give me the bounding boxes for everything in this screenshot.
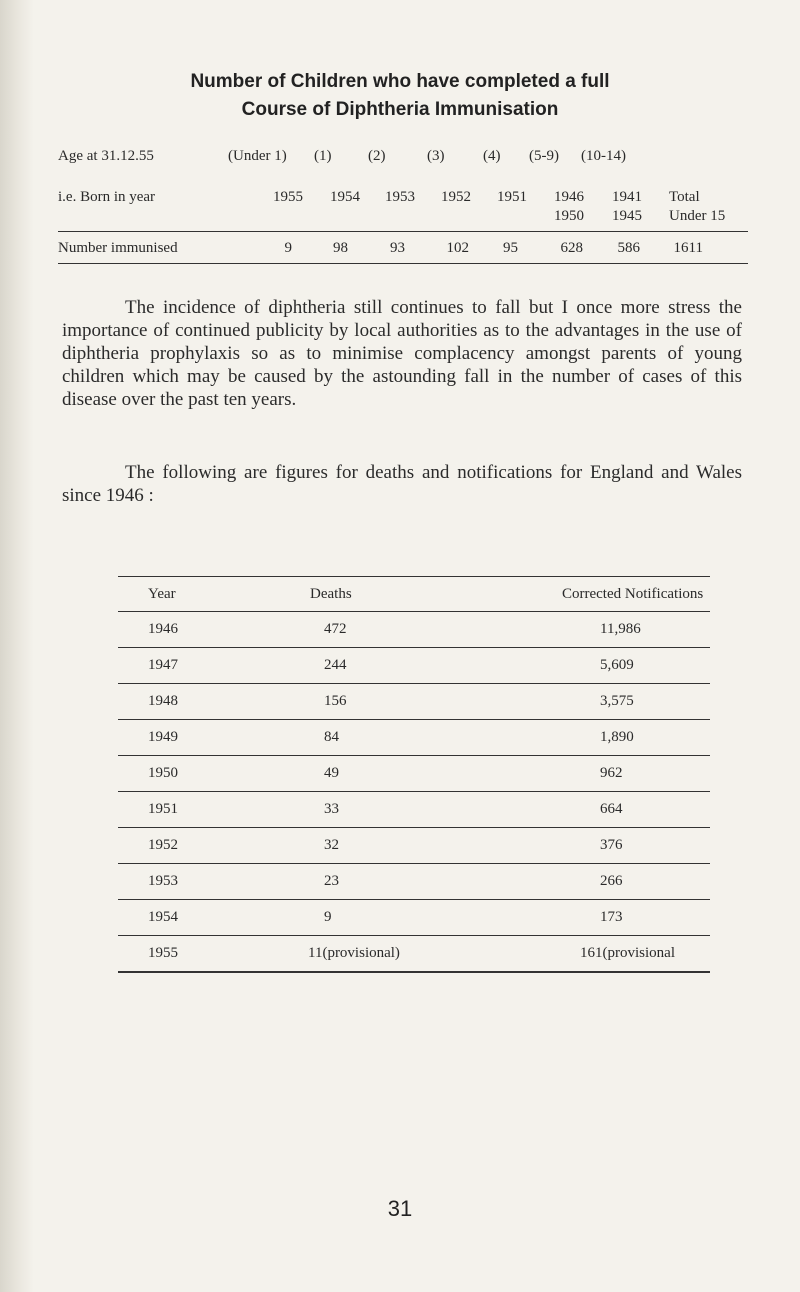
cell-notifications: 5,609 (484, 648, 710, 684)
deaths-notifications-table (118, 576, 710, 973)
age-group: (10-14) (581, 148, 626, 164)
cell-year: 1949 (118, 720, 288, 756)
cell-deaths: 11(provisional) (288, 936, 484, 973)
cell-year: 1952 (118, 828, 288, 864)
born-label: i.e. Born in year (58, 189, 156, 205)
immunised-value: 102 (446, 240, 469, 256)
title-line-2: Course of Diphtheria Immunisation (241, 99, 559, 120)
table-rule (58, 263, 748, 264)
table-row (118, 684, 710, 720)
born-year: 1953 (385, 189, 415, 205)
cell-year: 1953 (118, 864, 288, 900)
cell-notifications: 1,890 (484, 720, 710, 756)
cell-year: 1950 (118, 756, 288, 792)
born-year-end: 1950 (554, 208, 584, 224)
total-label: Under 15 (669, 208, 726, 224)
cell-year: 1951 (118, 792, 288, 828)
cell-notifications: 664 (484, 792, 710, 828)
born-year: 1946 (554, 189, 584, 205)
age-group: (1) (314, 148, 332, 164)
paragraph-figures-intro: The following are figures for deaths and notifications for England and Wales since 1946 : (62, 462, 742, 506)
table-header-row (118, 577, 710, 612)
immunised-value: 93 (390, 240, 405, 256)
table-rule (58, 231, 748, 232)
table-row (118, 612, 710, 648)
cell-year: 1955 (118, 936, 288, 973)
cell-deaths: 32 (288, 828, 484, 864)
cell-year: 1947 (118, 648, 288, 684)
cell-notifications: 173 (484, 900, 710, 936)
born-year: 1952 (441, 189, 471, 205)
title-line-1: Number of Children who have completed a full (190, 71, 610, 92)
cell-deaths: 9 (288, 900, 484, 936)
cell-year: 1954 (118, 900, 288, 936)
immunised-value: 9 (284, 240, 292, 256)
immunised-total: 1611 (673, 240, 703, 256)
cell-deaths: 33 (288, 792, 484, 828)
born-year-end: 1945 (612, 208, 642, 224)
immunised-value: 98 (333, 240, 348, 256)
cell-year: 1948 (118, 684, 288, 720)
cell-deaths: 49 (288, 756, 484, 792)
born-year: 1954 (330, 189, 360, 205)
born-year: 1951 (497, 189, 527, 205)
immunised-value: 95 (503, 240, 518, 256)
cell-year: 1946 (118, 612, 288, 648)
immunised-label: Number immunised (58, 240, 178, 256)
column-header-deaths: Deaths (288, 577, 484, 612)
total-label: Total (669, 189, 700, 205)
cell-notifications: 962 (484, 756, 710, 792)
page-number: 31 (387, 1196, 413, 1221)
table-row (118, 828, 710, 864)
table-row (118, 792, 710, 828)
column-header-notifications: Corrected Notifications (484, 577, 710, 612)
column-header-year: Year (118, 577, 288, 612)
table-row (118, 864, 710, 900)
age-group: (Under 1) (228, 148, 287, 164)
age-label: Age at 31.12.55 (58, 148, 154, 164)
age-group: (3) (427, 148, 445, 164)
cell-deaths: 472 (288, 612, 484, 648)
immunised-value: 628 (560, 240, 583, 256)
body-paragraph (62, 461, 742, 507)
table-row (118, 648, 710, 684)
age-group: (2) (368, 148, 386, 164)
cell-notifications: 3,575 (484, 684, 710, 720)
age-group: (4) (483, 148, 501, 164)
cell-deaths: 156 (288, 684, 484, 720)
page-edge-shadow (0, 0, 34, 1292)
immunised-value: 586 (617, 240, 640, 256)
born-year: 1941 (612, 189, 642, 205)
table-row (118, 756, 710, 792)
cell-deaths: 84 (288, 720, 484, 756)
page-title (0, 68, 800, 124)
age-group: (5-9) (529, 148, 559, 164)
cell-notifications: 11,986 (484, 612, 710, 648)
body-paragraph (62, 296, 742, 411)
born-year: 1955 (273, 189, 303, 205)
cell-notifications: 376 (484, 828, 710, 864)
cell-deaths: 244 (288, 648, 484, 684)
table-row (118, 900, 710, 936)
table-row (118, 936, 710, 973)
cell-notifications: 161(provisional (484, 936, 710, 973)
cell-deaths: 23 (288, 864, 484, 900)
table-row (118, 720, 710, 756)
cell-notifications: 266 (484, 864, 710, 900)
paragraph-incidence: The incidence of diphtheria still continues to fall but I once more stress the importance of continued publicity by local authorities as to the advantages in the use of diphtheria prophylaxis so as to minimise complacency amongst parents of young children which may be caused by the astounding fall in the number of cases of this disease over the past ten years. (62, 297, 742, 410)
